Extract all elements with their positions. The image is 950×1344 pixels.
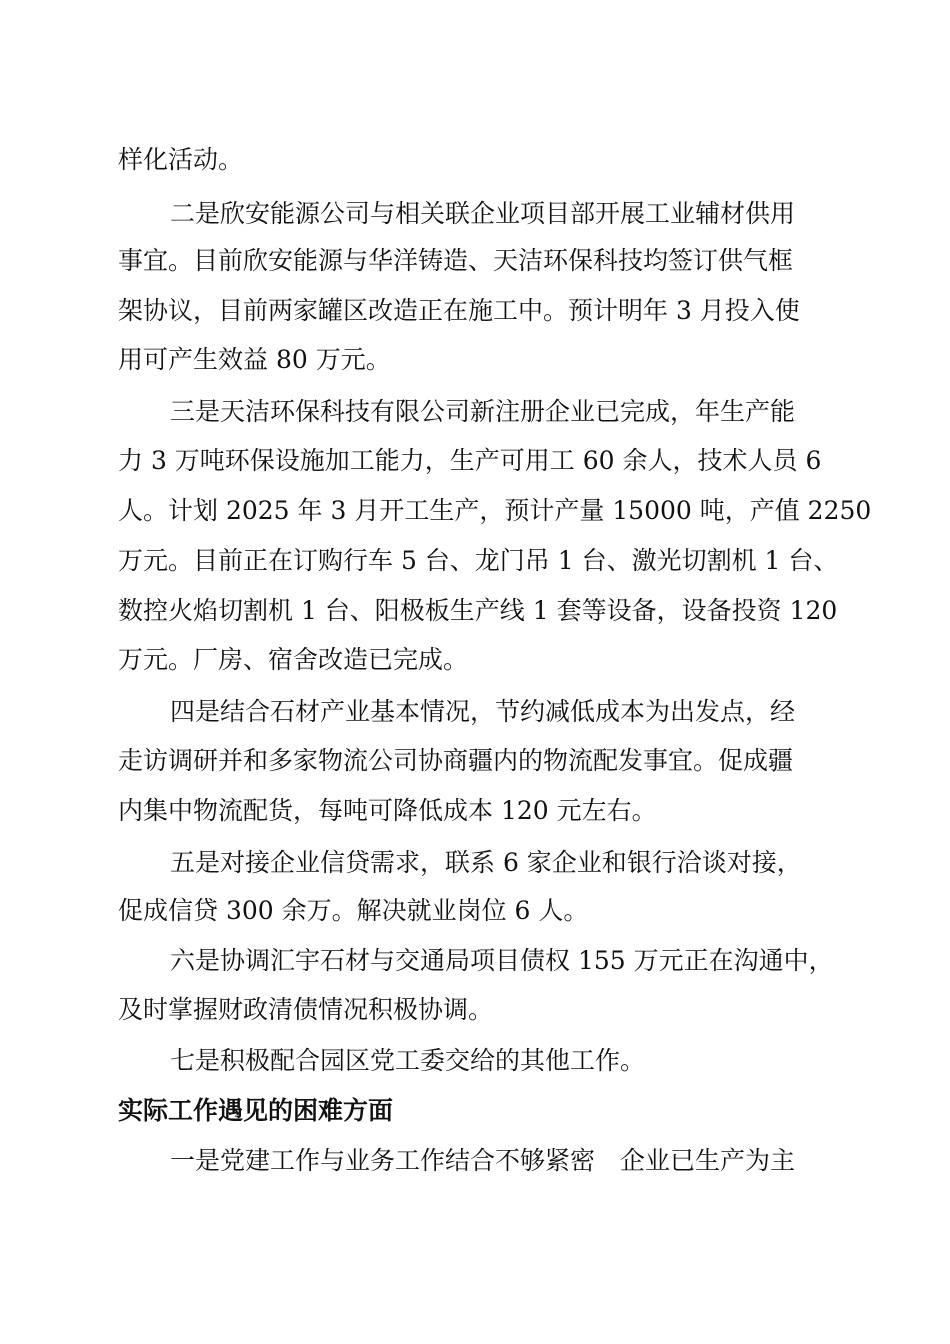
text-line: 人。计划 2025 年 3 月开工生产，预计产量 15000 吨，产值 2250 [118,496,872,525]
text-line: 力 3 万吨环保设施加工能力，生产可用工 60 余人，技术人员 6 [118,446,822,475]
text-line: 万元。厂房、宿舍改造已完成。 [118,645,469,674]
text-line: 及时掌握财政清债情况积极协调。 [118,995,494,1024]
text-line: 架协议，目前两家罐区改造正在施工中。预计明年 3 月投入使 [118,296,800,325]
paragraph-five-start: 五是对接企业信贷需求，联系 6 家企业和银行洽谈对接， [170,848,802,877]
text-line: 促成信贷 300 余万。解决就业岗位 6 人。 [118,896,589,925]
text-line: 万元。目前正在订购行车 5 台、龙门吊 1 台、激光切割机 1 台、 [118,546,839,575]
text-line: 数控火焰切割机 1 台、阳极板生产线 1 套等设备，设备投资 120 [118,596,838,625]
text-line: 走访调研并和多家物流公司协商疆内的物流配发事宜。促成疆 [118,746,794,775]
text-line: 用可产生效益 80 万元。 [118,345,391,374]
text-line: 内集中物流配货，每吨可降低成本 120 元左右。 [118,796,657,825]
paragraph-two-start: 二是欣安能源公司与相关联企业项目部开展工业辅材供用 [170,199,796,228]
section-heading: 实际工作遇见的困难方面 [118,1096,394,1125]
paragraph-three-start: 三是天洁环保科技有限公司新注册企业已完成，年生产能 [170,397,796,426]
paragraph-six-start: 六是协调汇宇石材与交通局项目债权 155 万元正在沟通中， [170,946,834,975]
text-line: 样化活动。 [118,145,244,174]
text-line: 事宜。目前欣安能源与华洋铸造、天洁环保科技均签订供气框 [118,246,794,275]
paragraph-four-start: 四是结合石材产业基本情况，节约减低成本为出发点，经 [170,697,796,726]
paragraph-difficulty-one: 一是党建工作与业务工作结合不够紧密 企业已生产为主 [170,1146,796,1175]
paragraph-seven: 七是积极配合园区党工委交给的其他工作。 [170,1046,646,1075]
